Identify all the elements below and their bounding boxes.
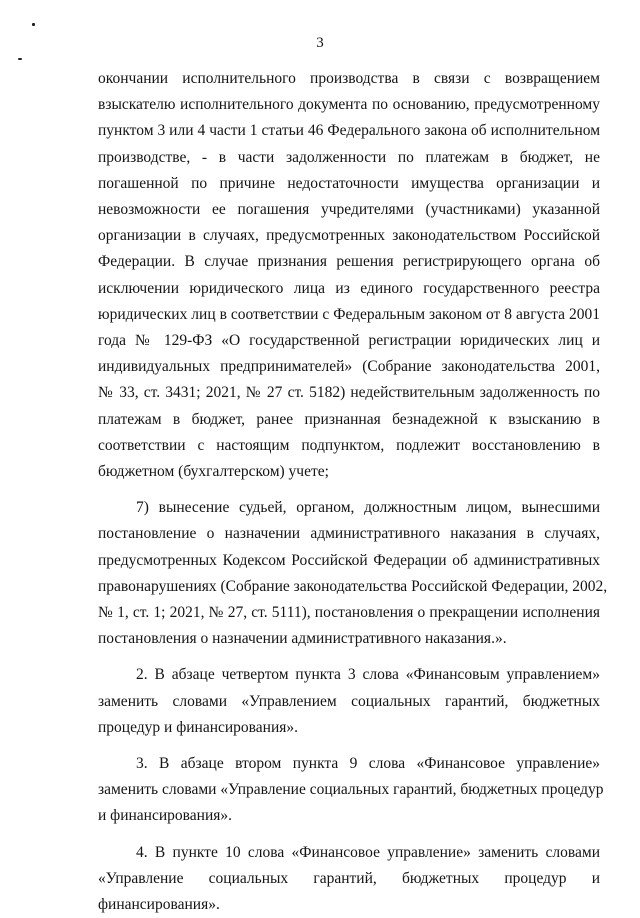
paragraph	[98, 840, 600, 918]
paragraph	[98, 751, 604, 830]
paragraph	[98, 662, 600, 741]
scan-speck	[32, 23, 35, 26]
text-line: финансирования».	[98, 896, 220, 914]
text-line: невозможности ее погашения учредителями (участниками) указанной	[98, 201, 600, 219]
text-line: соответствии с настоящим подпунктом, подлежит восстановлению в	[98, 436, 600, 454]
text-line: бюджетном (бухгалтерском) учете;	[98, 463, 329, 481]
text-line: платежам в бюджет, ранее признанная безнадежной к взысканию в	[98, 410, 600, 428]
text-line: процедур и финансирования».	[98, 718, 299, 736]
paragraph-gap	[98, 741, 600, 751]
text-line: и финансирования».	[98, 807, 232, 825]
text-line: постановления о назначении административного наказания.».	[98, 630, 507, 648]
text-line: 4. В пункте 10 слова «Финансовое управление» заменить словами	[136, 843, 600, 861]
text-line: заменить словами «Управлением социальных гарантий, бюджетных	[98, 692, 600, 710]
text-line: заменить словами «Управление социальных гарантий, бюджетных процедур	[98, 781, 604, 799]
text-line: предусмотренных Кодексом Российской Федерации об административных	[98, 551, 600, 569]
text-line: взыскателю исполнительного документа по основанию, предусмотренному	[98, 96, 600, 114]
text-line: исключении юридического лица из единого государственного реестра	[98, 279, 600, 297]
page-number: 3	[316, 35, 324, 51]
text-line: года № 129-ФЗ «О государственной регистрации юридических лиц и	[98, 332, 600, 350]
text-line: 2. В абзаце четвертом пункта 3 слова «Финансовым управлением»	[136, 666, 600, 684]
text-line: производстве, - в части задолженности по платежам в бюджет, не	[98, 148, 600, 166]
text-line: 3. В абзаце втором пункта 9 слова «Финансовое управление»	[136, 755, 600, 773]
text-line: правонарушениях (Собрание законодательства Российской Федерации, 2002,	[98, 577, 608, 595]
text-line: индивидуальных предпринимателей» (Собрание законодательства 2001,	[98, 358, 600, 376]
scan-speck	[18, 58, 22, 60]
text-line: Федерации. В случае признания решения регистрирующего органа об	[98, 253, 600, 271]
text-line: постановление о назначении административного наказания в случаях,	[98, 525, 600, 543]
document-body	[98, 66, 608, 918]
text-line: № 1, ст. 1; 2021, № 27, ст. 5111), постановления о прекращении исполнения	[98, 604, 600, 622]
paragraph	[98, 66, 600, 485]
text-line: пунктом 3 или 4 части 1 статьи 46 Федерального закона об исполнительном	[98, 122, 600, 140]
paragraph	[98, 495, 608, 652]
text-line: организации в случаях, предусмотренных законодательством Российской	[98, 227, 600, 245]
text-line: «Управление социальных гарантий, бюджетных процедур и	[98, 869, 600, 887]
paragraph-gap	[98, 830, 600, 840]
paragraph-gap	[98, 485, 600, 495]
paragraph-gap	[98, 652, 600, 662]
text-line: № 33, ст. 3431; 2021, № 27 ст. 5182) недействительным задолженность по	[98, 384, 600, 402]
text-line: 7) вынесение судьей, органом, должностным лицом, вынесшими	[136, 499, 600, 517]
text-line: окончании исполнительного производства в связи с возвращением	[98, 70, 600, 87]
text-line: погашенной по причине недостаточности имущества организации и	[98, 174, 600, 192]
text-line: юридических лиц в соответствии с Федеральным законом от 8 августа 2001	[98, 305, 600, 323]
